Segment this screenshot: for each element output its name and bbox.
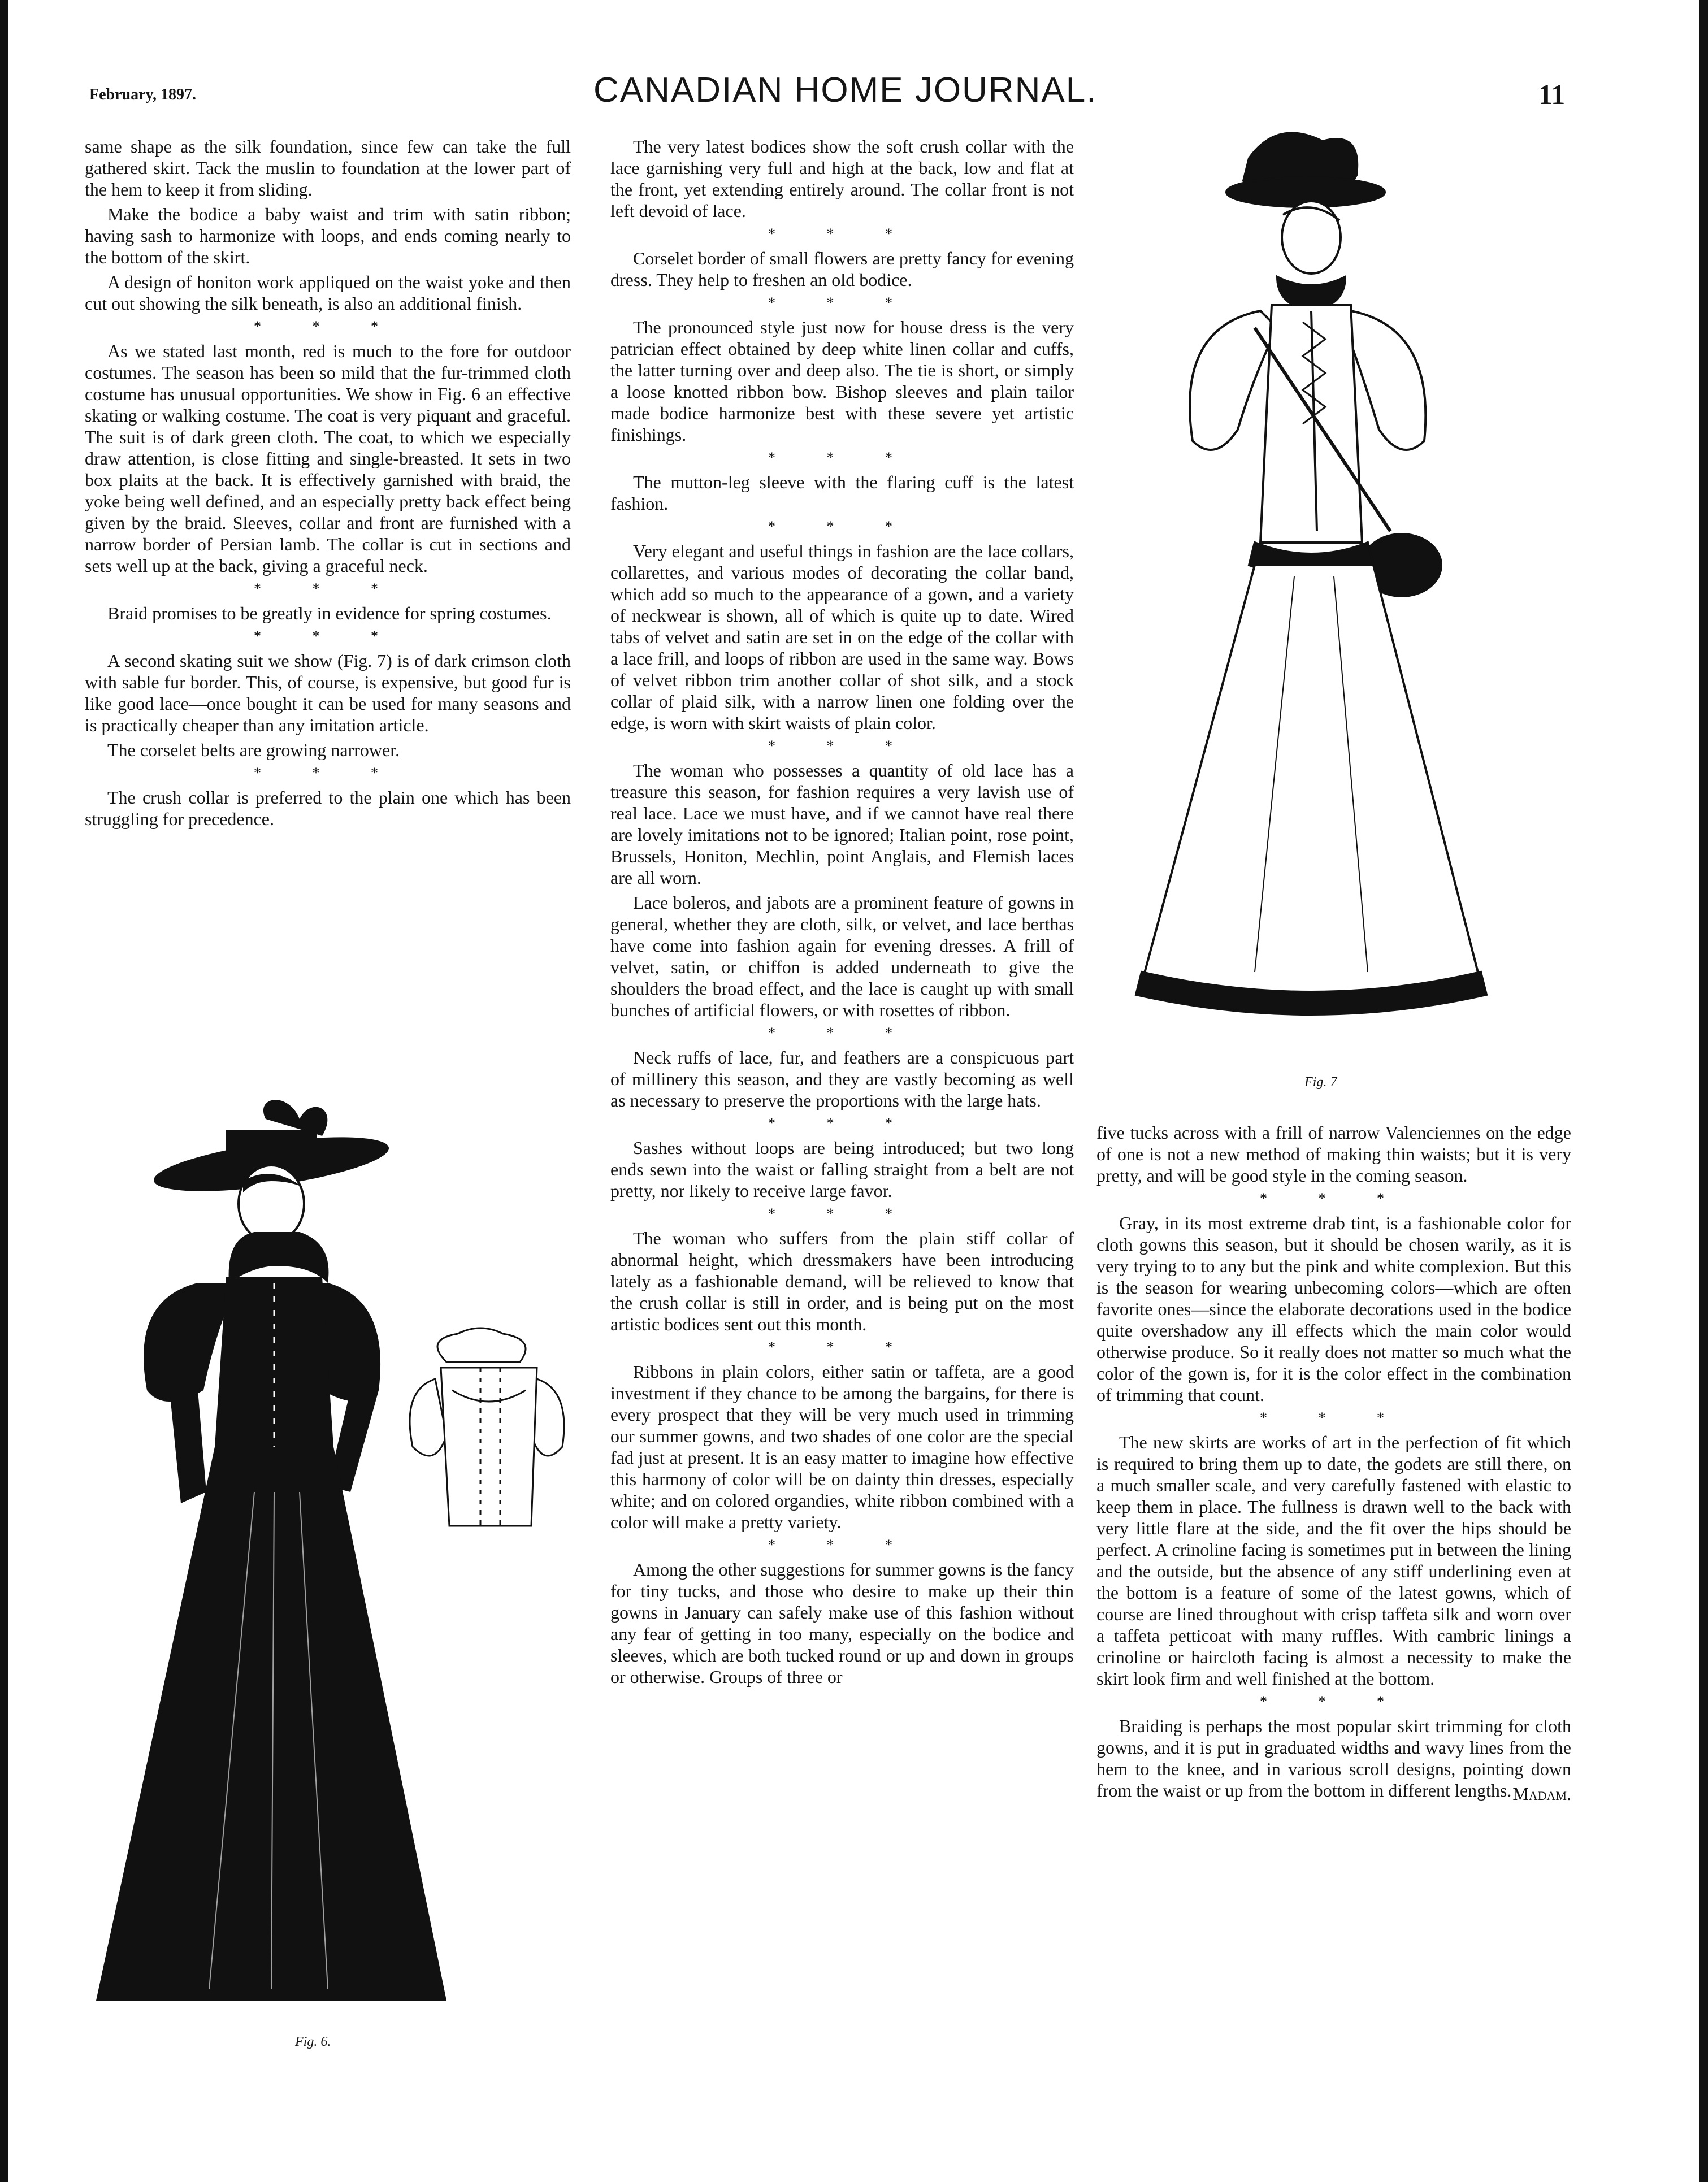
section-divider: * * * — [1260, 1190, 1408, 1207]
section-divider: * * * — [254, 580, 402, 597]
paragraph: Braid promises to be greatly in evidence for spring costumes. — [107, 603, 552, 623]
section-divider: * * * — [768, 1025, 916, 1041]
paragraph: The pronounced style just now for house dress is the very patrician effect obtained by deep white linen collar and cuffs, the latter turning over and deep also. The tie is short, or simply a loose knotted ribbon bow. Bishop sleeves and plain tailor made bodice harmonize best with these severe yet artistic finishings. — [610, 317, 1074, 445]
paragraph: five tucks across with a frill of narrow Valenciennes on the edge of one is not a new method of making thin waists; but it is very pretty, and will be good style in the coming season. — [1096, 1122, 1571, 1186]
paragraph: Sashes without loops are being introduced; but two long ends sewn into the waist or falling straight from a belt are not pretty, nor likely to receive large favor. — [610, 1138, 1074, 1201]
paragraph: A second skating suit we show (Fig. 7) is of dark crimson cloth with sable fur border. This, of course, is expensive, but good fur is like good lace—once bought it can be used for many seasons and is practically cheaper than any imitation article. — [85, 650, 571, 735]
section-divider: * * * — [768, 738, 916, 754]
issue-date: February, 1897. — [89, 86, 196, 103]
section-divider: * * * — [768, 1339, 916, 1355]
paragraph: As we stated last month, red is much to the fore for outdoor costumes. The season has been so mild that the fur-trimmed cloth costume has unusual opportunities. We show in Fig. 6 an effective skating or walking costume. The coat is very piquant and graceful. The suit is of dark green cloth. The coat, to which we especially draw attention, is close fitting and single-breasted. It sets in two box plaits at the back. It is effectively garnished with braid, the yoke being well defined, and an especially pretty back effect being given by the braid. Sleeves, collar and front are furnished with a narrow border of Persian lamb. The collar is cut in sections and sets well up at the back, giving a graceful neck. — [85, 341, 571, 576]
section-divider: * * * — [768, 1205, 916, 1222]
column-left — [85, 136, 571, 833]
paragraph: Braiding is perhaps the most popular skirt trimming for cloth gowns, and it is put in graduated widths and wavy lines from the hem to the knee, and in various scroll designs, pointing down from the waist or up from the bottom in different lengths. — [1096, 1716, 1571, 1801]
paragraph: Corselet border of small flowers are pretty fancy for evening dress. They help to freshen an old bodice. — [610, 248, 1074, 290]
paragraph: Ribbons in plain colors, either satin or taffeta, are a good investment if they chance to be among the bargains, for there is every prospect that they will be very much used in trimming our summer gowns, and two shades of one color are the special fad just at present. It is an easy matter to imagine how effective this harmony of color will be on dainty thin dresses, especially white; and on colored organdies, white ribbon combined with a color will make a pretty variety. — [610, 1361, 1074, 1532]
woman-light-costume-figure — [1136, 133, 1486, 1014]
fig6-illustration — [85, 1096, 571, 2023]
paragraph: Very elegant and useful things in fashion are the lace collars, collarettes, and various modes of decorating the collar band, which add so much to the appearance of a gown, and a variety of neckwear is shown, all of which is quite up to date. Wired tabs of velvet and satin are set in on the edge of the collar with a lace frill, and loops of ribbon are used in the same way. Bows of velvet ribbon trim another collar of shot silk, and a stock collar of plaid silk, with a narrow linen one folding over the edge, is worn with skirt waists of plain color. — [610, 541, 1074, 733]
section-divider: * * * — [768, 294, 916, 311]
column-middle — [610, 136, 1074, 1691]
paragraph: Neck ruffs of lace, fur, and feathers are a conspicuous part of millinery this season, and they are vastly becoming as well as necessary to preserve the proportions with the large hats. — [610, 1047, 1074, 1110]
section-divider: * * * — [768, 449, 916, 466]
woman-dark-costume-figure — [96, 1100, 446, 2001]
fig7-caption: Fig. 7 — [1304, 1075, 1337, 1090]
blouse-back-view-figure — [410, 1328, 564, 1526]
paragraph: Gray, in its most extreme drab tint, is a fashionable color for cloth gowns this season, but it should be chosen warily, as it is very trying to to any but the pink and white complexion. But this is the season for wearing unbecoming colors—which are often favorite ones—since the elaborate decorations used in the bodice quite overshadow any ill effects which the main color would otherwise produce. So it really does not matter so much what the color of the gown is, for it is the color effect in the combination of trimming that count. — [1096, 1213, 1571, 1405]
section-divider: * * * — [1260, 1693, 1408, 1710]
paragraph: The new skirts are works of art in the perfection of fit which is required to bring them up to date, the godets are still there, on a much smaller scale, and very carefully fastened with elastic to keep them in place. The fullness is drawn well to the back with very little flare at the side, and the fit over the hips should be perfect. A crinoline facing is sometimes put in between the lining and the outside, but the absence of any stiff underlining even at the bottom is a feature of some of the latest gowns, which of course are lined throughout with crisp taffeta silk and worn over a taffeta petticoat with many ruffles. With cambric linings a crinoline or haircloth facing is almost a necessity to make the skirt look firm and well finished at the bottom. — [1096, 1432, 1571, 1689]
section-divider: * * * — [254, 765, 402, 781]
fig6-caption: Fig. 6. — [295, 2034, 331, 2049]
paragraph: Among the other suggestions for summer gowns is the fancy for tiny tucks, and those who desire to make up their thin gowns in January can safely make use of this fashion without any fear of getting in too many, especially on the bodice and sleeves, which are both tucked round or up and down in groups or otherwise. Groups of three or — [610, 1559, 1074, 1687]
section-divider: * * * — [768, 1115, 916, 1131]
page-number: 11 — [1538, 79, 1566, 110]
paragraph: The corselet belts are growing narrower. — [107, 740, 400, 760]
author-signature: Madam. — [1512, 1784, 1571, 1804]
scan-edge-right — [1699, 0, 1708, 2182]
fig7-illustration — [1108, 124, 1549, 1051]
section-divider: * * * — [768, 1537, 916, 1553]
masthead-title: CANADIAN HOME JOURNAL. — [593, 71, 1098, 110]
paragraph: Make the bodice a baby waist and trim with satin ribbon; having sash to harmonize with loops, and ends coming nearly to the bottom of the skirt. — [85, 204, 571, 267]
paragraph: same shape as the silk foundation, since few can take the full gathered skirt. Tack the muslin to foundation at the lower part of the hem to keep it from sliding. — [85, 136, 571, 199]
section-divider: * * * — [768, 225, 916, 242]
section-divider: * * * — [254, 628, 402, 644]
paragraph: The crush collar is preferred to the plain one which has been struggling for precedence. — [85, 787, 571, 829]
section-divider: * * * — [254, 318, 402, 335]
paragraph: The woman who possesses a quantity of old lace has a treasure this season, for fashion requires a very lavish use of real lace. Lace we must have, and if we cannot have real there are lovely imitations not to be ignored; Italian point, rose point, Brussels, Honiton, Mechlin, point Anglais, and Flemish laces are all worn. — [610, 760, 1074, 888]
section-divider: * * * — [1260, 1409, 1408, 1426]
paragraph: The mutton-leg sleeve with the flaring cuff is the latest fashion. — [610, 472, 1074, 514]
paragraph: The very latest bodices show the soft crush collar with the lace garnishing very full and high at the back, low and flat at the front, yet extending entirely around. The collar front is not left devoid of lace. — [610, 136, 1074, 221]
section-divider: * * * — [768, 518, 916, 535]
column-right — [1096, 1122, 1571, 1804]
paragraph: Lace boleros, and jabots are a prominent feature of gowns in general, whether they are cloth, silk, or velvet, and lace berthas have come into fashion again for evening dresses. A frill of velvet, satin, or chiffon is added underneath to give the shoulders the broad effect, and the lace is caught up with small bunches of artificial flowers, or with rosettes of ribbon. — [610, 892, 1074, 1020]
paragraph: A design of honiton work appliqued on the waist yoke and then cut out showing the silk beneath, is also an additional finish. — [85, 272, 571, 314]
scan-edge-left — [0, 0, 8, 2182]
paragraph: The woman who suffers from the plain stiff collar of abnormal height, which dressmakers have been introducing lately as a fashionable demand, will be relieved to know that the crush collar is still in order, and is being put on the most artistic bodices sent out this month. — [610, 1228, 1074, 1334]
